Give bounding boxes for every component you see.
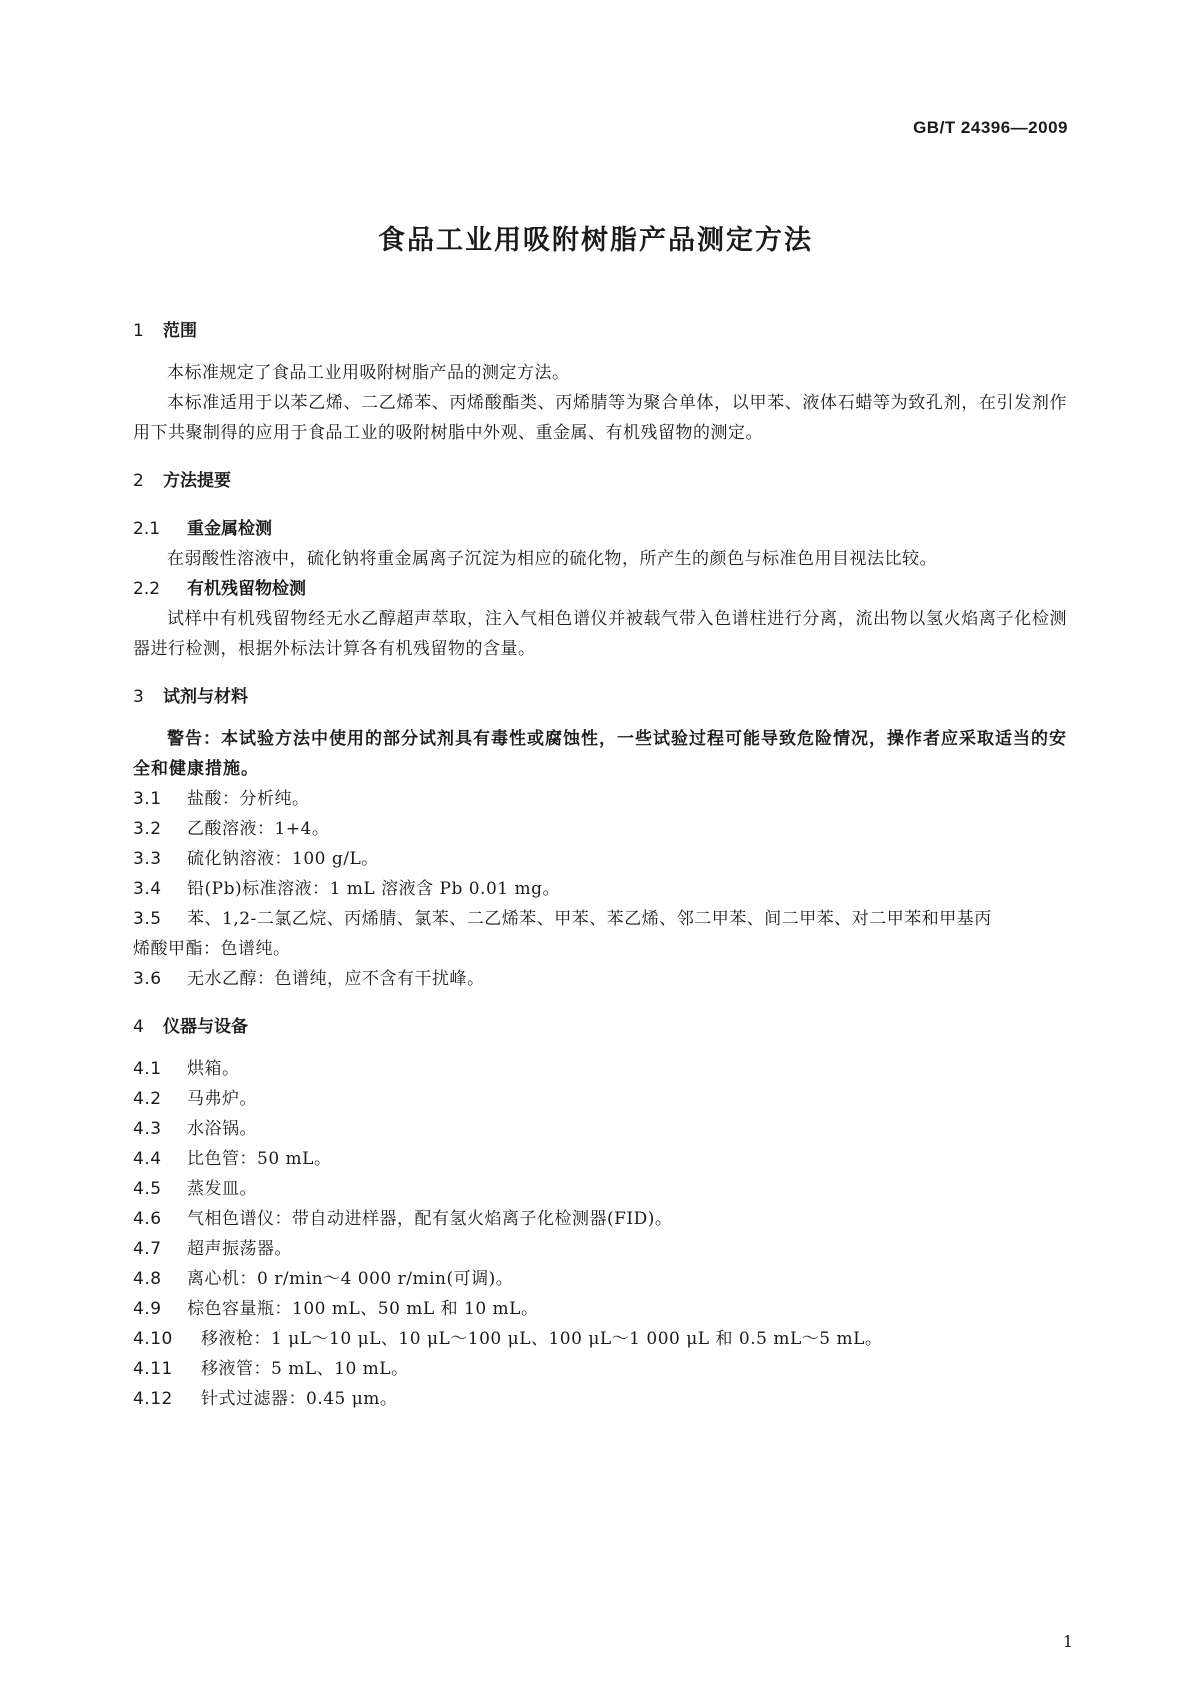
item-number: 3.3 (133, 849, 162, 869)
list-item (133, 1204, 1067, 1234)
list-item (133, 1294, 1067, 1324)
item-number: 4.3 (133, 1119, 162, 1139)
subsection-number: 2.2 (133, 579, 161, 599)
item-number: 4.9 (133, 1299, 162, 1319)
item-number: 4.2 (133, 1089, 162, 1109)
item-number: 4.4 (133, 1149, 162, 1169)
list-item (133, 904, 1067, 934)
section-title: 试剂与材料 (163, 687, 248, 707)
item-text: 气相色谱仪：带自动进样器，配有氢火焰离子化检测器(FID)。 (187, 1209, 673, 1229)
list-item (133, 964, 1067, 994)
section-title: 范围 (163, 321, 197, 341)
section-heading-3 (133, 682, 1067, 712)
item-number: 3.5 (133, 909, 162, 929)
section-heading-4 (133, 1012, 1067, 1042)
standard-number: GB/T 24396—2009 (913, 118, 1068, 137)
subsection-text-2-2: 试样中有机残留物经无水乙醇超声萃取，注入气相色谱仪并被载气带入色谱柱进行分离，流出物以氢火焰离子化检测器进行检测，根据外标法计算各有机残留物的含量。 (133, 609, 1067, 659)
item-text: 针式过滤器：0.45 μm。 (201, 1389, 398, 1409)
item-number: 4.6 (133, 1209, 162, 1229)
list-item (133, 1324, 1067, 1354)
item-text: 硫化钠溶液：100 g/L。 (187, 849, 379, 869)
section-heading-2 (133, 466, 1067, 496)
item-text: 无水乙醇：色谱纯，应不含有干扰峰。 (187, 969, 485, 989)
list-item (133, 1054, 1067, 1084)
item-number: 4.1 (133, 1059, 162, 1079)
item-number: 3.6 (133, 969, 162, 989)
list-item (133, 844, 1067, 874)
item-text: 移液管：5 mL、10 mL。 (201, 1359, 409, 1379)
item-text: 棕色容量瓶：100 mL、50 mL 和 10 mL。 (187, 1299, 539, 1319)
item-text: 比色管：50 mL。 (187, 1149, 332, 1169)
item-text: 马弗炉。 (187, 1089, 257, 1109)
document-title: 食品工业用吸附树脂产品测定方法 (378, 225, 813, 256)
subsection-number: 2.1 (133, 519, 161, 539)
item-number: 4.7 (133, 1239, 162, 1259)
section-number: 2 (133, 471, 144, 491)
item-number: 4.8 (133, 1269, 162, 1289)
section-heading-1 (133, 316, 1067, 346)
item-text: 乙酸溶液：1+4。 (187, 819, 330, 839)
item-text: 蒸发皿。 (187, 1179, 257, 1199)
section-number: 4 (133, 1017, 144, 1037)
item-text: 水浴锅。 (187, 1119, 257, 1139)
list-item (133, 1084, 1067, 1114)
item-number: 4.11 (133, 1359, 173, 1379)
list-item (133, 1114, 1067, 1144)
item-text: 铅(Pb)标准溶液：1 mL 溶液含 Pb 0.01 mg。 (187, 879, 561, 899)
item-number: 4.12 (133, 1389, 173, 1409)
section-number: 3 (133, 687, 144, 707)
item-number: 4.5 (133, 1179, 162, 1199)
subsection-title: 有机残留物检测 (187, 579, 306, 599)
subsection-text-2-1: 在弱酸性溶液中，硫化钠将重金属离子沉淀为相应的硫化物，所产生的颜色与标准色用目视法比较。 (167, 549, 937, 569)
item-text: 超声振荡器。 (187, 1239, 292, 1259)
section-title: 仪器与设备 (163, 1017, 248, 1037)
item-number: 3.2 (133, 819, 162, 839)
safety-warning: 警告：本试验方法中使用的部分试剂具有毒性或腐蚀性，一些试验过程可能导致危险情况，操作者应采取适当的安全和健康措施。 (133, 729, 1067, 779)
subsection-heading-2-2 (133, 574, 1067, 604)
item-number: 3.1 (133, 789, 162, 809)
list-item (133, 814, 1067, 844)
list-item (133, 1354, 1067, 1384)
list-item (133, 1144, 1067, 1174)
item-text: 移液枪：1 μL～10 μL、10 μL～100 μL、100 μL～1 000 μL 和 0.5 mL～5 mL。 (201, 1329, 883, 1349)
item-text: 盐酸：分析纯。 (187, 789, 310, 809)
subsection-heading-2-1 (133, 514, 1067, 544)
item-number: 4.10 (133, 1329, 173, 1349)
section-number: 1 (133, 321, 144, 341)
page-number: 1 (1062, 1632, 1073, 1651)
list-item (133, 784, 1067, 814)
list-item (133, 1264, 1067, 1294)
section-title: 方法提要 (163, 471, 231, 491)
list-item (133, 874, 1067, 904)
list-item (133, 1234, 1067, 1264)
item-text: 离心机：0 r/min～4 000 r/min(可调)。 (187, 1269, 514, 1289)
item-text: 烘箱。 (187, 1059, 240, 1079)
document-body (133, 316, 1067, 1414)
list-item-continuation: 烯酸甲酯：色谱纯。 (133, 939, 291, 959)
subsection-title: 重金属检测 (187, 519, 272, 539)
scope-paragraph-1: 本标准规定了食品工业用吸附树脂产品的测定方法。 (167, 363, 570, 383)
list-item (133, 1174, 1067, 1204)
scope-paragraph-2: 本标准适用于以苯乙烯、二乙烯苯、丙烯酸酯类、丙烯腈等为聚合单体，以甲苯、液体石蜡等为致孔剂，在引发剂作用下共聚制得的应用于食品工业的吸附树脂中外观、重金属、有机残留物的测定。 (133, 393, 1067, 443)
item-text: 苯、1,2-二氯乙烷、丙烯腈、氯苯、二乙烯苯、甲苯、苯乙烯、邻二甲苯、间二甲苯、对二甲苯和甲基丙 (187, 909, 992, 929)
item-number: 3.4 (133, 879, 162, 899)
list-item (133, 1384, 1067, 1414)
